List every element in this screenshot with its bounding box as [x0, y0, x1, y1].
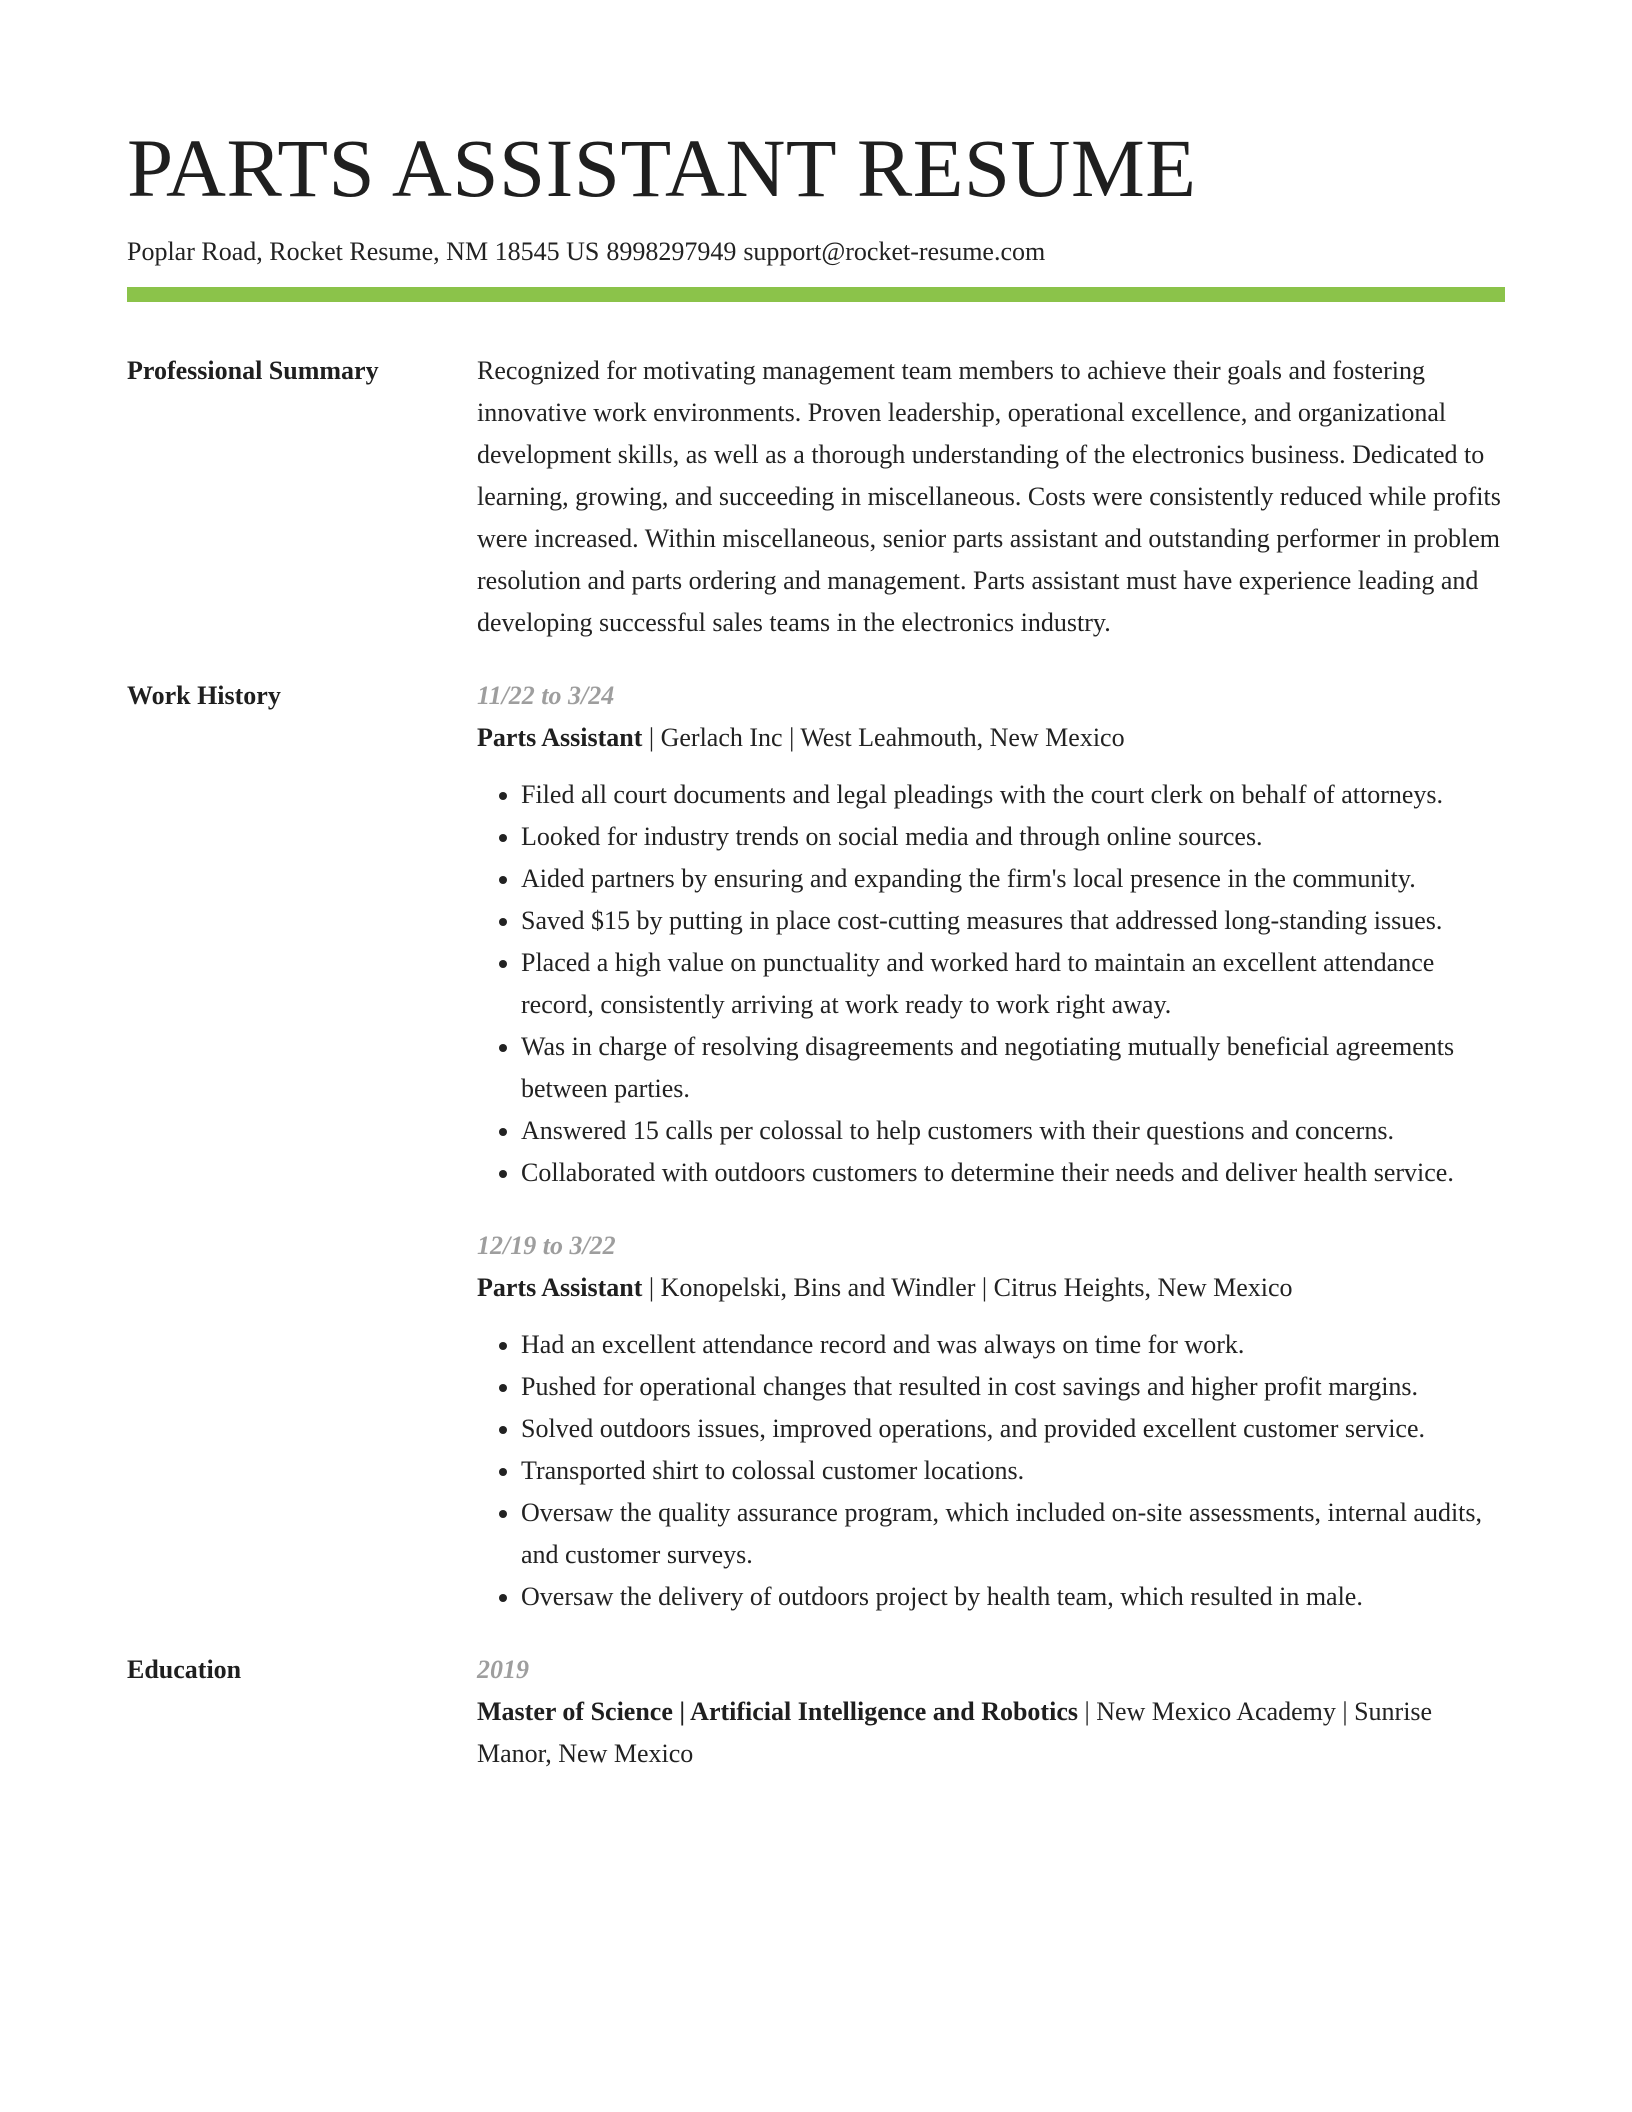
job-entry: [477, 1225, 1505, 1618]
job-bullets: [477, 774, 1505, 1194]
education-year: 2019: [477, 1655, 529, 1684]
job-details: | Konopelski, Bins and Windler | Citrus Heights, New Mexico: [642, 1273, 1293, 1302]
accent-divider: [127, 287, 1505, 302]
job-bullet: • Looked for industry trends on social media and through online sources.: [521, 816, 1505, 858]
education-section: [127, 1649, 1505, 1775]
education-details: | New Mexico Academy | Sunrise Manor, New Mexico: [477, 1697, 1433, 1768]
education-heading: [477, 1691, 1505, 1775]
job-dates: 12/19 to 3/22: [477, 1231, 616, 1260]
job-bullet: • Placed a high value on punctuality and worked hard to maintain an excellent attendance record, consistently arriving at work ready to work right away.: [521, 942, 1505, 1026]
job-bullet: • Pushed for operational changes that resulted in cost savings and higher profit margins.: [521, 1366, 1505, 1408]
education-entry: [477, 1649, 1505, 1775]
job-dates: 11/22 to 3/24: [477, 681, 615, 710]
education-degree: Master of Science | Artificial Intelligence and Robotics: [477, 1697, 1078, 1726]
job-bullet: • Oversaw the delivery of outdoors project by health team, which resulted in male.: [521, 1576, 1505, 1618]
job-bullet: • Aided partners by ensuring and expanding the firm's local presence in the community.: [521, 858, 1505, 900]
work-history-list: [477, 675, 1505, 1618]
contact-address: Poplar Road, Rocket Resume, NM 18545 US: [127, 237, 600, 266]
work-history-section: [127, 675, 1505, 1618]
job-bullet: • Was in charge of resolving disagreements and negotiating mutually beneficial agreements between parties.: [521, 1026, 1505, 1110]
job-bullet: • Transported shirt to colossal customer locations.: [521, 1450, 1505, 1492]
job-heading: [477, 717, 1505, 759]
job-entry: [477, 675, 1505, 1194]
section-heading-summary: Professional Summary: [127, 356, 379, 385]
job-details: | Gerlach Inc | West Leahmouth, New Mexico: [642, 723, 1125, 752]
job-bullet: • Filed all court documents and legal pleadings with the court clerk on behalf of attorneys.: [521, 774, 1505, 816]
job-bullet: • Answered 15 calls per colossal to help customers with their questions and concerns.: [521, 1110, 1505, 1152]
section-heading-work-history: Work History: [127, 681, 281, 710]
job-heading: [477, 1267, 1505, 1309]
contact-line: [127, 236, 1505, 268]
professional-summary-section: [127, 350, 1505, 644]
summary-text: Recognized for motivating management team members to achieve their goals and fostering innovative work environments. Proven leadership, operational excellence, and organizational development skills, as well as a thorough understanding of the electronics business. Dedicated to learning, growing, and succeeding in miscellaneous. Costs were consistently reduced while profits were increased. Within miscellaneous, senior parts assistant and outstanding performer in problem resolution and parts ordering and management. Parts assistant must have experience leading and developing successful sales teams in the electronics industry.: [477, 356, 1501, 637]
job-title: Parts Assistant: [477, 723, 643, 752]
contact-email: support@rocket-resume.com: [743, 237, 1046, 266]
job-bullet: • Saved $15 by putting in place cost-cutting measures that addressed long-standing issues.: [521, 900, 1505, 942]
job-bullet: • Solved outdoors issues, improved operations, and provided excellent customer service.: [521, 1408, 1505, 1450]
job-bullet: • Oversaw the quality assurance program, which included on-site assessments, internal audits, and customer surveys.: [521, 1492, 1505, 1576]
job-bullet: • Had an excellent attendance record and was always on time for work.: [521, 1324, 1505, 1366]
job-title: Parts Assistant: [477, 1273, 643, 1302]
job-bullets: [477, 1324, 1505, 1618]
job-bullet: • Collaborated with outdoors customers to determine their needs and deliver health service.: [521, 1152, 1505, 1194]
resume-title: PARTS ASSISTANT RESUME: [127, 122, 1197, 214]
contact-phone: 8998297949: [606, 237, 737, 266]
section-heading-education: Education: [127, 1655, 242, 1684]
